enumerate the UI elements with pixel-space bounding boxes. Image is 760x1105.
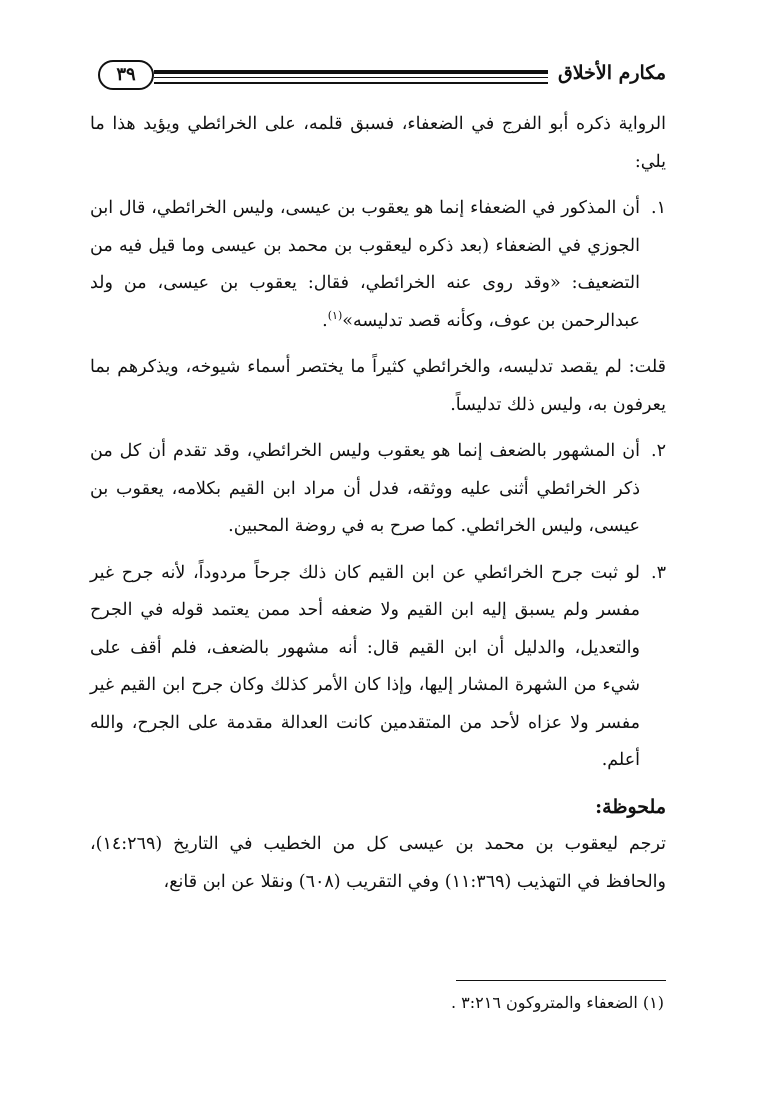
- list-item-text: [90, 190, 640, 340]
- page-number: ٣٩: [98, 60, 154, 90]
- list-item-text: أن المشهور بالضعف إنما هو يعقوب وليس الخرائطي، وقد تقدم أن كل من ذكر الخرائطي أثنى عليه ووثقه، فدل أن مراد ابن القيم بكلامه، يعقوب بن عيسى، وليس الخرائطي. كما صرح به في روضة المحبين.: [90, 441, 640, 536]
- list-item-body: أن المذكور في الضعفاء إنما هو يعقوب بن عيسى، وليس الخرائطي، قال ابن الجوزي في الضعفاء (بعد ذكره ليعقوب بن محمد بن عيسى وما قيل فيه من التضعيف: «وقد روى عنه الخرائطي، فقال: يعقوب بن عيسى، من ولد عبدالرحمن بن عوف، وكأنه قصد تدليسه»: [90, 198, 640, 331]
- running-title: مكارم الأخلاق: [558, 62, 666, 84]
- header-rule: [154, 70, 548, 84]
- list-item-number: ٢.: [651, 441, 666, 461]
- footnote: (١) الضعفاء والمتروكون ٣:٢١٦ .: [451, 993, 664, 1012]
- list-item-1: [90, 190, 666, 340]
- list-item-text: لو ثبت جرح الخرائطي عن ابن القيم كان ذلك جرحاً مردوداً، لأنه جرح غير مفسر ولم يسبق إليه ابن القيم ولا ضعفه أحد ممن يعتمد قوله في الجرح والتعديل، والدليل أن ابن القيم قال: أنه مشهور بالضعف، فلم أقف على شيء من الشهرة المشار إليها، وإذا كان الأمر كذلك وكان جرح ابن القيم غير مفسر ولا عزاه لأحد من المتقدمين كانت العدالة مقدمة على الجرح، والله أعلم.: [90, 562, 640, 770]
- list-item-number: ٣.: [651, 562, 666, 583]
- footnote-divider: [456, 980, 666, 981]
- intro-paragraph: الرواية ذكره أبو الفرج في الضعفاء، فسبق قلمه، على الخرائطي ويؤيد هذا ما يلي:: [90, 114, 666, 172]
- note-paragraph: ترجم ليعقوب بن محمد بن عيسى كل من الخطيب في التاريخ (١٤:٢٦٩)، والحافظ في التهذيب (١١:٣٦٩) وفي التقريب (٦٠٨) ونقلا عن ابن قانع،: [90, 834, 666, 892]
- note-heading: ملحوظة:: [595, 795, 666, 818]
- body-text: [90, 106, 666, 901]
- page-header: [92, 60, 666, 98]
- footnote-ref: (١): [327, 308, 343, 322]
- list-item-2: [90, 433, 666, 546]
- list-item-tail: .: [322, 310, 328, 331]
- qult-paragraph: قلت: لم يقصد تدليسه، والخرائطي كثيراً ما يختصر أسماء شيوخه، ويذكرهم بما يعرفون به، وليس ذلك تدليساً.: [90, 357, 666, 415]
- list-item-3: [90, 555, 666, 780]
- list-item-number: ١.: [651, 198, 666, 218]
